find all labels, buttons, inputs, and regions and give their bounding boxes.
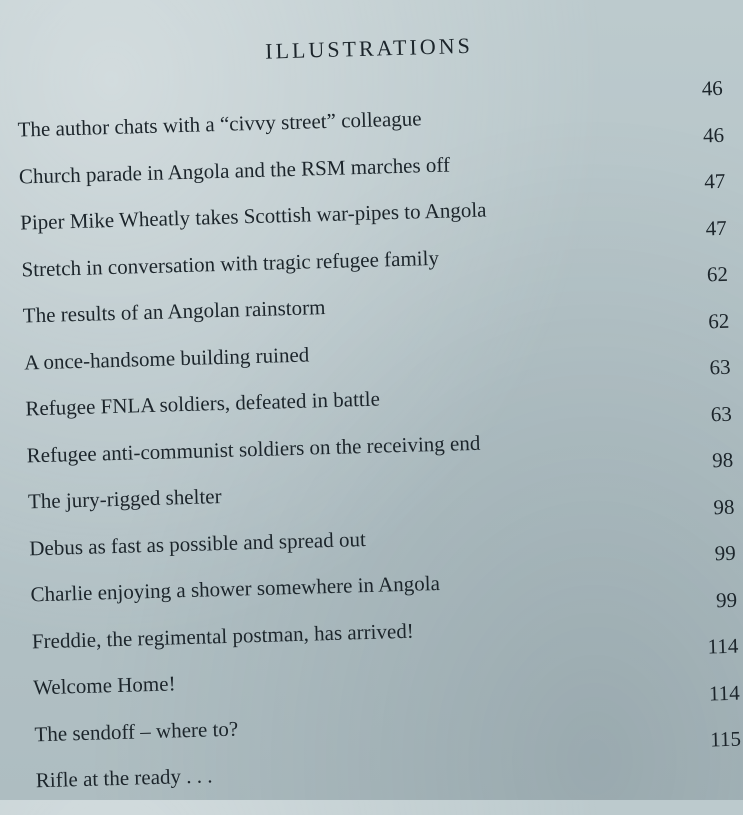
- illustration-caption: Refugee FNLA soldiers, defeated in battle: [25, 386, 381, 421]
- page-number: 115: [709, 726, 742, 752]
- page-number: 98: [713, 494, 735, 519]
- illustration-caption: The jury-rigged shelter: [27, 484, 222, 514]
- page-number: 47: [705, 215, 727, 240]
- page-title: ILLUSTRATIONS: [264, 32, 474, 64]
- illustration-caption: The author chats with a “civvy street” colleague: [17, 106, 422, 142]
- page-number: 98: [711, 447, 734, 473]
- page-number: 46: [701, 75, 724, 101]
- illustration-caption: Charlie enjoying a shower somewhere in Angola: [30, 570, 441, 607]
- illustration-caption: The sendoff – where to?: [34, 716, 239, 746]
- illustrations-list: [17, 75, 742, 815]
- illustration-caption: Stretch in conversation with tragic refugee family: [21, 245, 440, 281]
- page-number: 114: [708, 680, 740, 705]
- illustration-caption: A once-handsome building ruined: [23, 342, 310, 374]
- page-number: 63: [709, 354, 731, 380]
- page-number: 99: [714, 540, 737, 566]
- page-number: 114: [707, 633, 739, 659]
- page-number: 62: [706, 261, 729, 287]
- page-number: 46: [702, 122, 725, 147]
- illustration-caption: The results of an Angolan rainstorm: [22, 295, 326, 328]
- page-number: 99: [715, 587, 738, 612]
- illustration-caption: Rifle at the ready . . .: [35, 763, 213, 793]
- page-number: 62: [707, 308, 730, 333]
- page-number: 47: [704, 168, 726, 194]
- illustration-caption: Freddie, the regimental postman, has arrived!: [31, 618, 415, 653]
- illustration-caption: Church parade in Angola and the RSM marches off: [18, 152, 451, 189]
- page-number: 63: [710, 401, 733, 426]
- illustration-caption: Piper Mike Wheatly takes Scottish war-pipes to Angola: [19, 197, 487, 235]
- illustration-caption: Welcome Home!: [32, 671, 176, 700]
- illustration-caption: Debus as fast as possible and spread out: [28, 526, 367, 560]
- illustration-caption: Refugee anti-communist soldiers on the receiving end: [26, 430, 481, 467]
